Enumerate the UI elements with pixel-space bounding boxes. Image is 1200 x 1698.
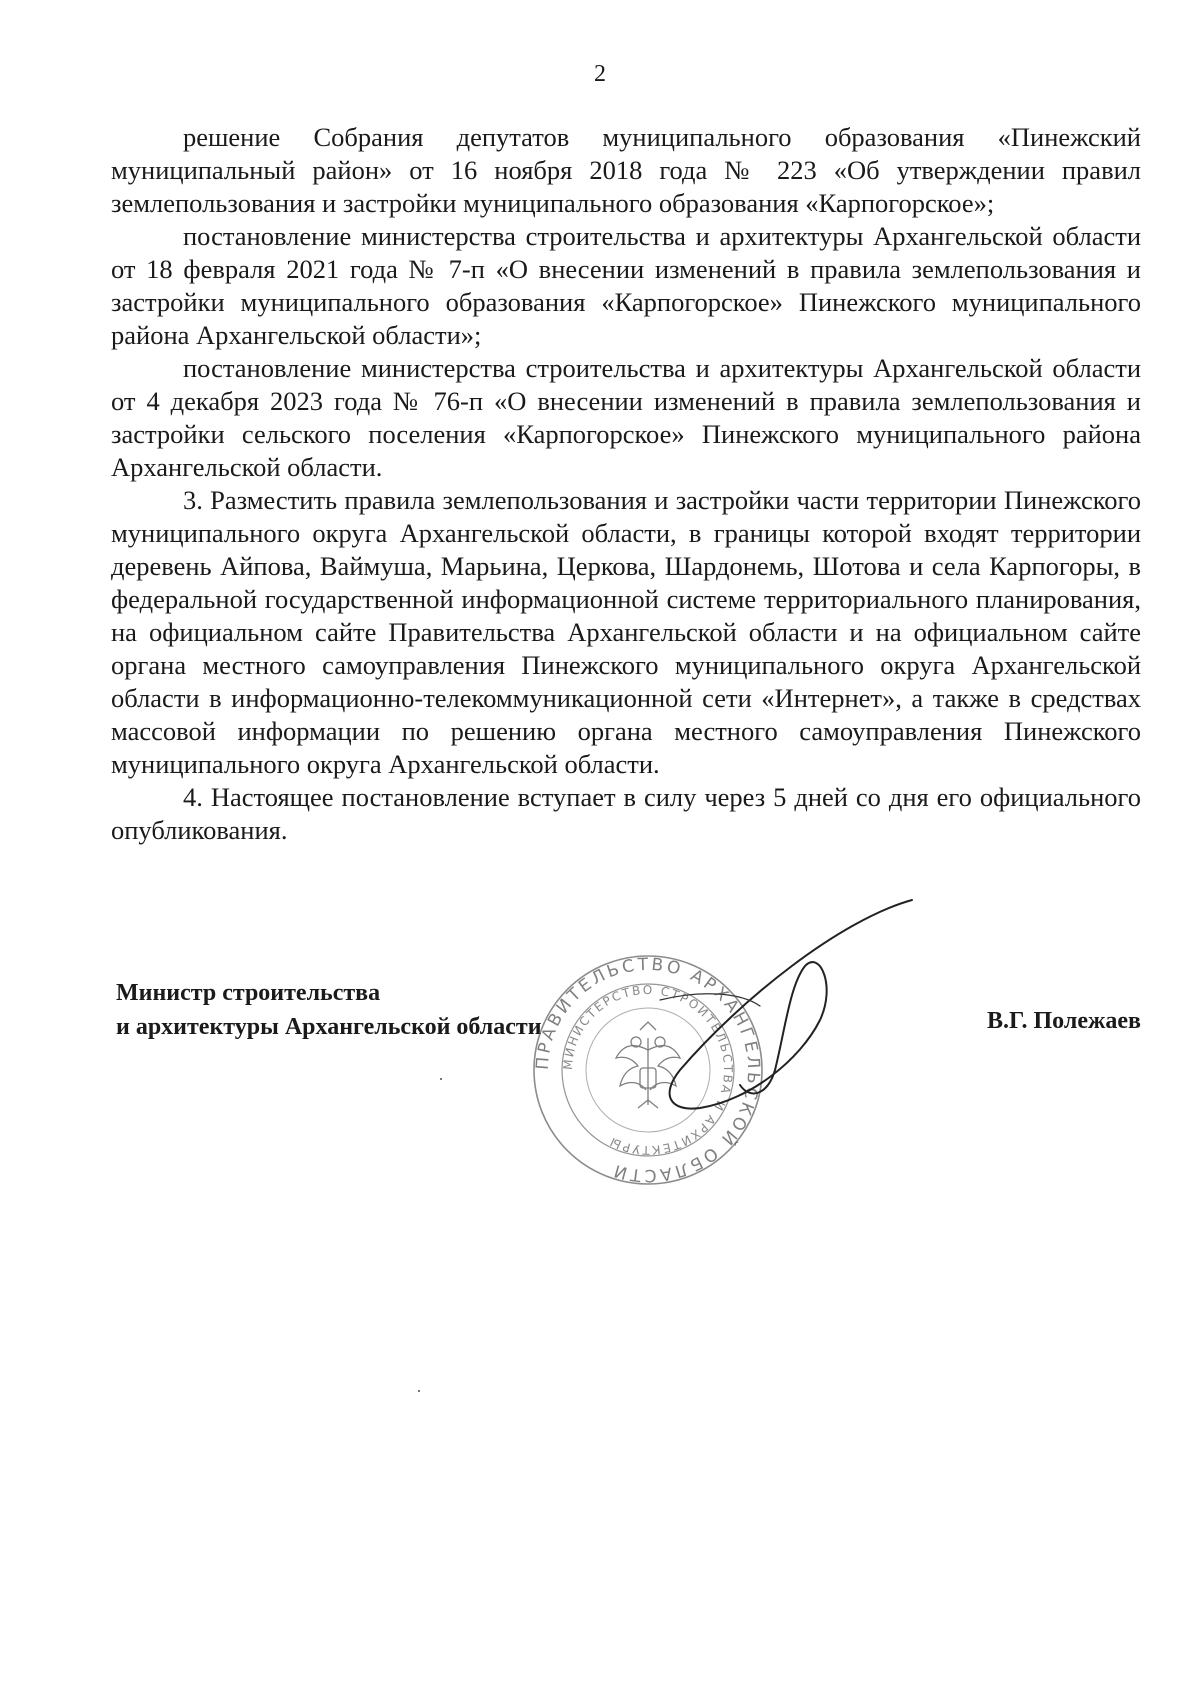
signatory-position-line-2: и архитектуры Архангельской области <box>116 1014 542 1040</box>
paragraph-resolution-2023: постановление министерства строительства и архитектуры Архангельской области от 4 декабря 2023 года № 76-п «О внесении изменений в правила землепользования и застройки сельского поселения «Карпогорское» Пинежского муниципального района Архангельской области. <box>111 353 1141 482</box>
page-number: 2 <box>594 61 606 87</box>
paragraph-item-3: 3. Разместить правила землепользования и застройки части территории Пинежского муниципального округа Архангельской области, в границы которой входят территории деревень Айпова, Ваймуша, Марьина, Церкова, Шардонемь, Шотова и села Карпогоры, в федеральной государственной информационной системе территориального планирования, на официальном сайте Правительства Архангельской области и на официальном сайте органа местного самоуправления Пинежского муниципального округа Архангельской области в информационно-телекоммуникационной сети «Интернет», а также в средствах массовой информации по решению органа местного самоуправления Пинежского муниципального округа Архангельской области. <box>111 485 1141 779</box>
paragraph-decision-2018: решение Собрания депутатов муниципального образования «Пинежский муниципальный район» от 16 ноября 2018 года № 223 «Об утверждении правил землепользования и застройки муниципального образования «Карпогорское»; <box>111 122 1141 218</box>
handwritten-signature <box>600 880 930 1120</box>
scan-speck <box>418 1390 420 1392</box>
paragraph-resolution-2021: постановление министерства строительства и архитектуры Архангельской области от 18 февраля 2021 года № 7-п «О внесении изменений в правила землепользования и застройки муниципального образования «Карпогорское» Пинежского муниципального района Архангельской области»; <box>111 221 1141 350</box>
scan-speck <box>440 1078 442 1080</box>
stamp-inner-text: МИНИСТЕРСТВО СТРОИТЕЛЬСТВА И АРХИТЕКТУРЫ <box>560 982 736 1158</box>
signatory-position <box>116 976 542 1044</box>
stamp-outer-text: ПРАВИТЕЛЬСТВО АРХАНГЕЛЬСКОЙ ОБЛАСТИ <box>532 954 764 1186</box>
signatory-position-line-1: Министр строительства <box>116 980 381 1006</box>
document-body <box>111 121 1141 847</box>
signatory-name: В.Г. Полежаев <box>986 1008 1141 1034</box>
paragraph-item-4: 4. Настоящее постановление вступает в силу через 5 дней со дня его официального опубликования. <box>111 782 1141 845</box>
